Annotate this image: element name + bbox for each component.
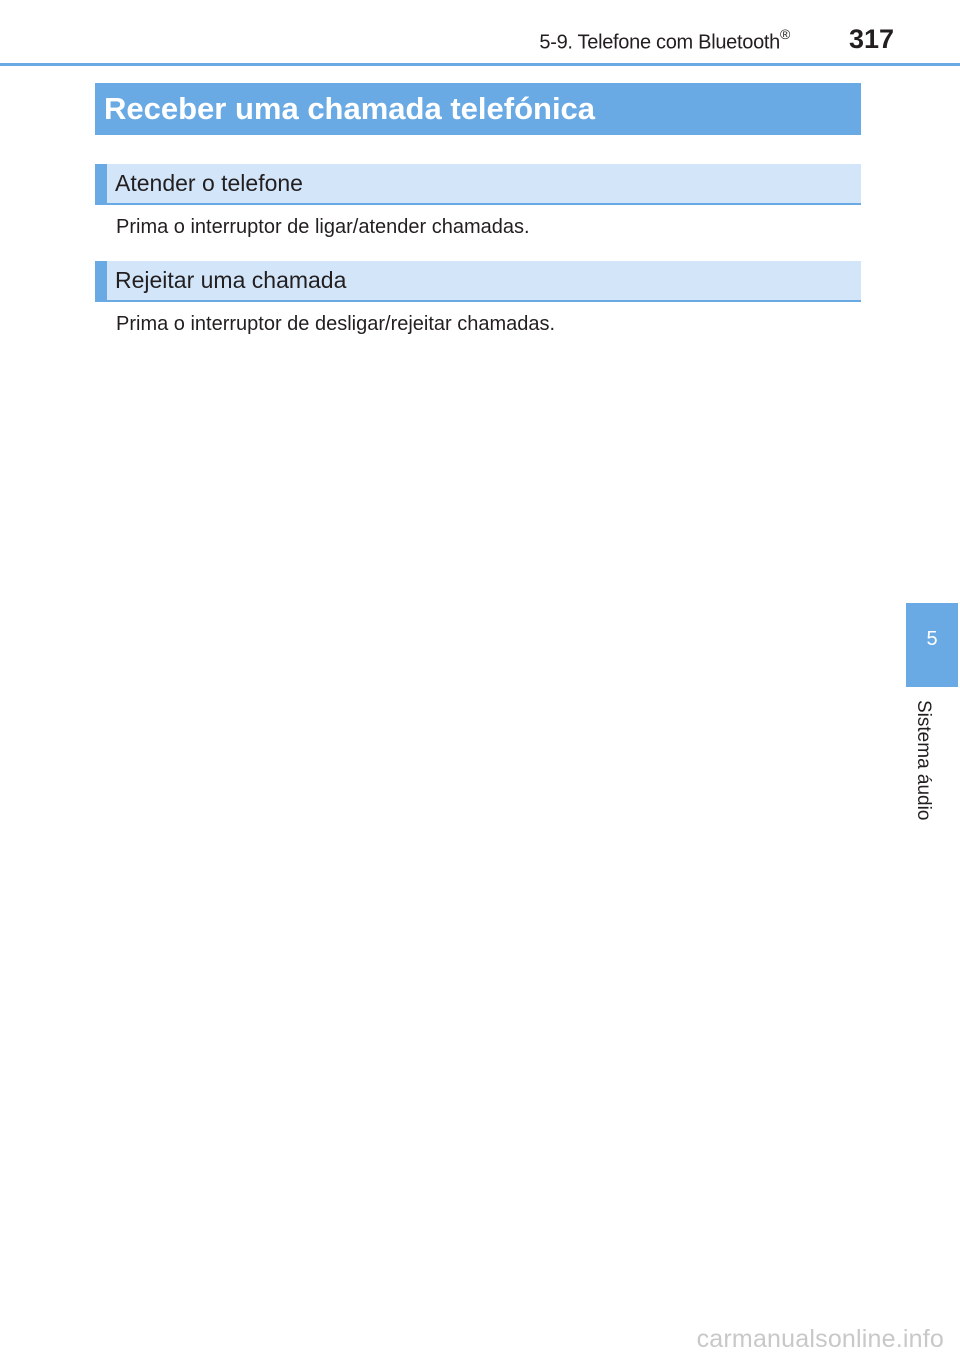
section-title-text: 5-9. Telefone com Bluetooth <box>539 31 780 54</box>
registered-mark: ® <box>779 26 790 42</box>
page-header <box>0 0 960 66</box>
subheading-answer-phone: Atender o telefone <box>95 164 861 205</box>
main-title: Receber uma chamada telefónica <box>95 83 861 135</box>
section-title <box>539 28 790 55</box>
instruction-reject-call: Prima o interruptor de desligar/rejeitar chamadas. <box>116 313 556 335</box>
chapter-tab: 5 <box>906 603 958 687</box>
watermark: carmanualsonline.info <box>696 1325 944 1353</box>
instruction-answer-phone: Prima o interruptor de ligar/atender chamadas. <box>116 216 530 238</box>
chapter-label: Sistema áudio <box>913 700 934 821</box>
page-number: 317 <box>848 24 894 54</box>
subheading-reject-call: Rejeitar uma chamada <box>95 261 861 302</box>
